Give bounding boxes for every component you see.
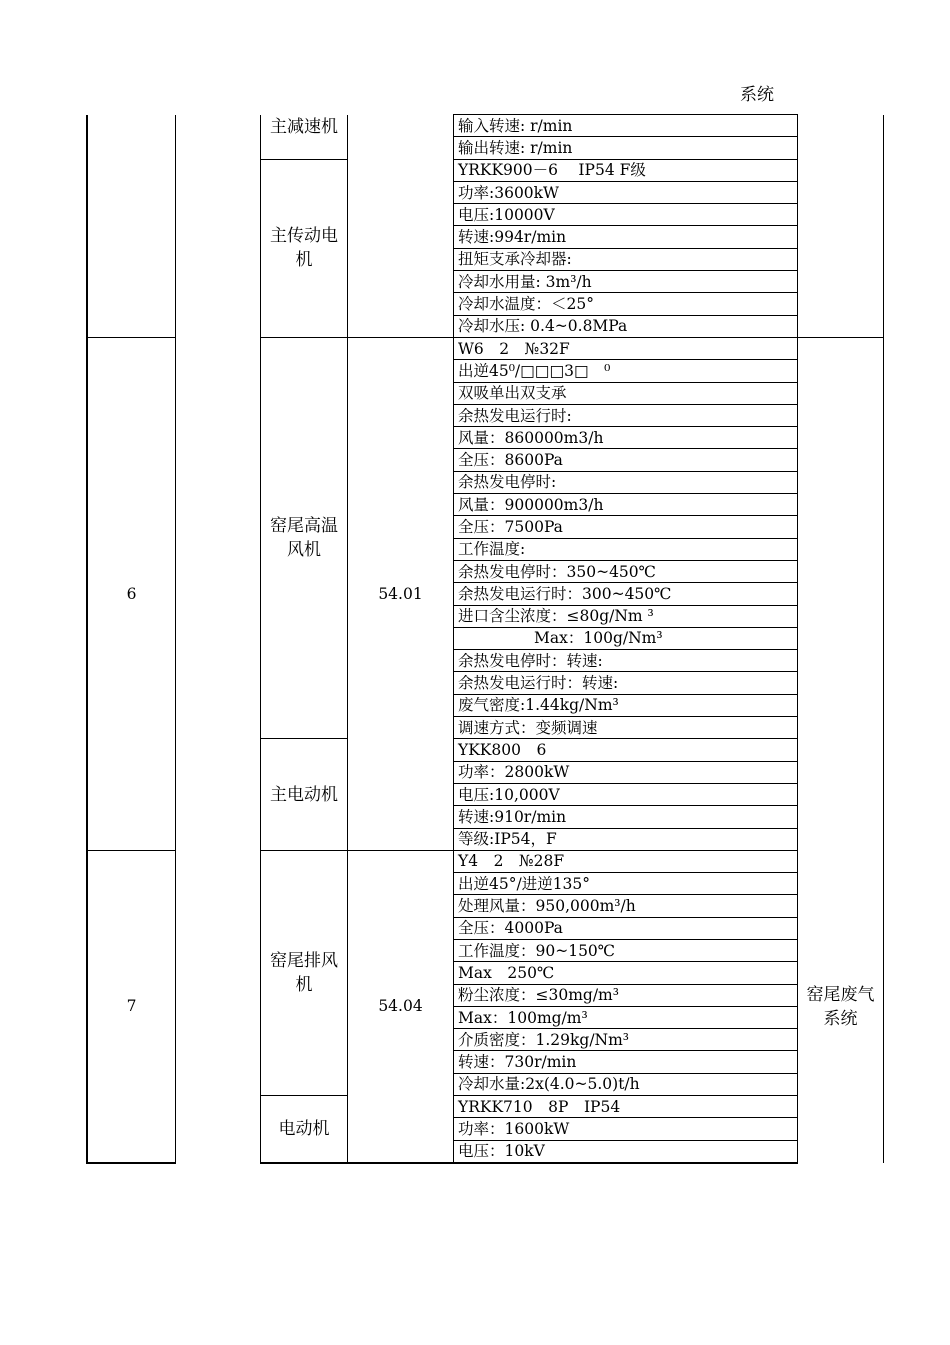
param-cell: 全压：4000Pa [454, 917, 798, 939]
param-cell: 风量：900000m3/h [454, 494, 798, 516]
code-cell: 54.01 [348, 337, 454, 850]
param-cell: Y4 2 №28F [454, 850, 798, 872]
param-cell: 输出转速: r/min [454, 137, 798, 159]
system-cell [798, 337, 884, 850]
param-cell: 余热发电运行时：转速: [454, 672, 798, 694]
system-header-label: 系统 [740, 85, 774, 105]
param-cell: 工作温度：90~150℃ [454, 939, 798, 961]
param-cell: 余热发电运行时：300~450℃ [454, 583, 798, 605]
param-cell: 转速:910r/min [454, 806, 798, 828]
equipment-name-cell: 电动机 [261, 1096, 348, 1163]
param-cell: 余热发电停时：转速: [454, 650, 798, 672]
param-cell: 功率:3600kW [454, 181, 798, 203]
param-cell: 冷却水压: 0.4~0.8MPa [454, 315, 798, 337]
code-cell: 54.04 [348, 850, 454, 1163]
param-cell: 调速方式：变频调速 [454, 717, 798, 739]
param-cell: 冷却水温度：＜25° [454, 293, 798, 315]
equipment-name-cell: 主电动机 [261, 739, 348, 850]
param-cell: 输入转速: r/min [454, 115, 798, 137]
param-cell: 等级:IP54，F [454, 828, 798, 850]
param-cell: 全压：7500Pa [454, 516, 798, 538]
param-cell: YRKK900－6 IP54 F级 [454, 159, 798, 181]
equipment-name-cell: 主减速机 [261, 115, 348, 160]
param-cell: 余热发电停时: [454, 471, 798, 493]
param-cell: 进口含尘浓度：≤80g/Nm ³ [454, 605, 798, 627]
param-cell: 功率：2800kW [454, 761, 798, 783]
param-cell: 粉尘浓度：≤30mg/m³ [454, 984, 798, 1006]
param-cell: Max：100mg/m³ [454, 1006, 798, 1028]
param-cell: 电压:10000V [454, 204, 798, 226]
system-cell [798, 115, 884, 338]
param-cell: 全压：8600Pa [454, 449, 798, 471]
row-number-cell: 7 [87, 850, 176, 1163]
param-cell: 余热发电运行时: [454, 404, 798, 426]
equipment-name-cell: 窑尾高温风机 [261, 337, 348, 738]
param-cell: 双吸单出双支承 [454, 382, 798, 404]
equipment-table [86, 114, 884, 1164]
row-number-cell [87, 115, 176, 338]
param-cell: Max：100g/Nm³ [454, 627, 798, 649]
param-cell: 废气密度:1.44kg/Nm³ [454, 694, 798, 716]
param-cell: W6 2 №32F [454, 337, 798, 359]
code-cell [348, 115, 454, 338]
param-cell: 电压：10kV [454, 1140, 798, 1163]
equipment-name-cell: 主传动电机 [261, 159, 348, 337]
param-cell: 处理风量：950,000m³/h [454, 895, 798, 917]
param-cell: 转速:994r/min [454, 226, 798, 248]
equipment-name-cell: 窑尾排风机 [261, 850, 348, 1095]
param-cell: 出逆45⁰/□□□3□ ⁰ [454, 360, 798, 382]
param-cell: 工作温度: [454, 538, 798, 560]
row-number-cell: 6 [87, 337, 176, 850]
param-cell: 介质密度：1.29kg/Nm³ [454, 1029, 798, 1051]
param-cell: 功率：1600kW [454, 1118, 798, 1140]
param-cell: YKK800 6 [454, 739, 798, 761]
param-cell: 出逆45°/进逆135° [454, 873, 798, 895]
param-cell: YRKK710 8P IP54 [454, 1096, 798, 1118]
system-cell: 窑尾废气系统 [798, 850, 884, 1163]
param-cell: 冷却水量:2x(4.0~5.0)t/h [454, 1073, 798, 1095]
param-cell: Max 250℃ [454, 962, 798, 984]
param-cell: 电压:10,000V [454, 783, 798, 805]
param-cell: 扭矩支承冷却器: [454, 248, 798, 270]
param-cell: 冷却水用量: 3m³/h [454, 271, 798, 293]
param-cell: 余热发电停时：350~450℃ [454, 560, 798, 582]
param-cell: 转速：730r/min [454, 1051, 798, 1073]
param-cell: 风量：860000m3/h [454, 427, 798, 449]
